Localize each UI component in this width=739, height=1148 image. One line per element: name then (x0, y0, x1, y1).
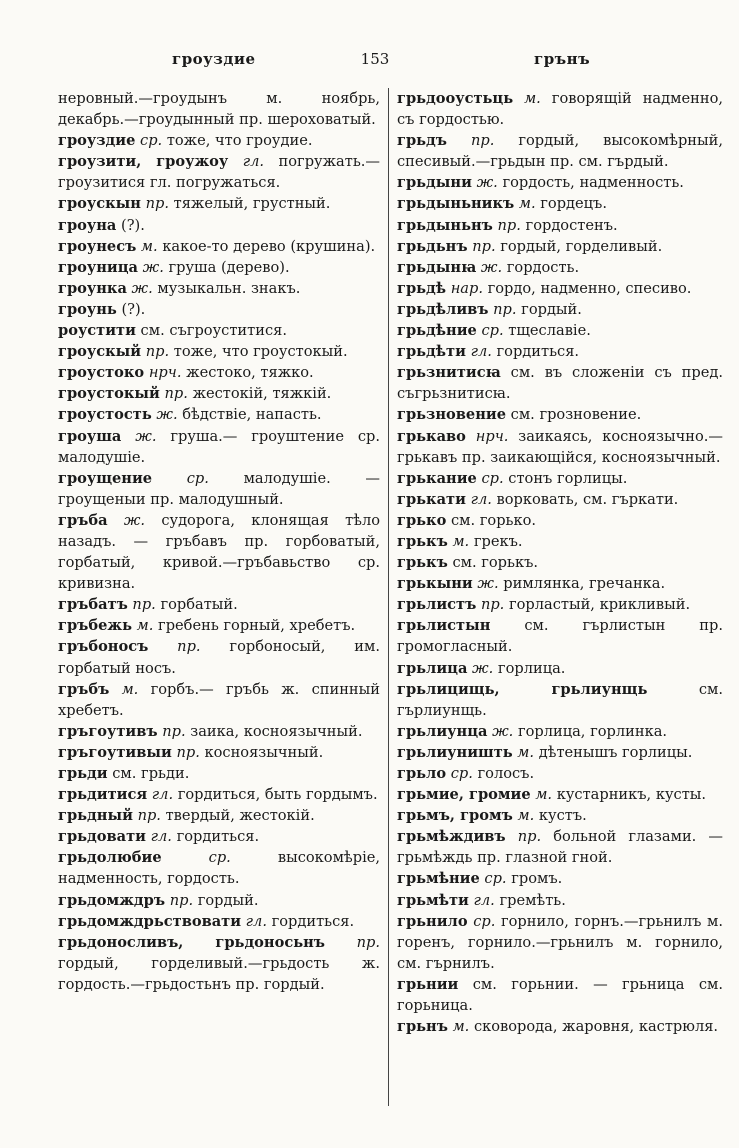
entry-definition: гордый. (197, 891, 259, 909)
entry-definition: грекъ. (473, 532, 523, 550)
entry-grammar: м. (535, 786, 553, 804)
entry-grammar: ж. (476, 174, 498, 192)
entry-definition: гордиться. (176, 828, 260, 846)
entry-grammar: пр. (470, 132, 495, 150)
entry-grammar: пр. (472, 237, 496, 255)
dictionary-entry (397, 974, 723, 1016)
entry-definition: горбоносый, им. горбатый носъ. (58, 638, 381, 677)
dictionary-entry (58, 594, 380, 615)
entry-definition: голосъ. (477, 765, 535, 782)
entry-definition: заикаясь, косноязычно.—грькавъ пр. заикающійся, косноязычный. (397, 427, 723, 466)
entry-grammar: ср. (208, 849, 231, 867)
entry-headword: грьдѣливъ (397, 300, 489, 318)
entry-grammar: нар. (450, 279, 483, 297)
dictionary-entry (58, 341, 380, 362)
entry-headword: грьмѣждивъ (397, 828, 506, 846)
entry-headword: гроущение (58, 469, 153, 487)
dictionary-entry (397, 278, 723, 299)
dictionary-entry (397, 721, 723, 742)
entry-definition: высокомѣріе, надменность, гордость. (58, 849, 381, 888)
entry-grammar: ж. (123, 511, 146, 529)
right-column (397, 88, 723, 1037)
dictionary-entry (397, 658, 723, 679)
entry-definition: груша.— гроуштение ср. малодушіе. (58, 427, 380, 466)
dictionary-entry (397, 426, 723, 468)
entry-grammar: гл. (150, 828, 172, 846)
dictionary-entry (58, 636, 380, 678)
entry-grammar: гл. (473, 891, 495, 909)
entry-headword: гроуна (58, 216, 117, 234)
entry-headword: грьдыни (397, 174, 472, 192)
entry-headword: грьдѣние (397, 322, 477, 340)
entry-headword: грькыни (397, 575, 473, 593)
entry-headword: гръбежь (58, 617, 133, 635)
entry-headword: грькаво (397, 427, 466, 445)
entry-grammar: ср. (186, 469, 209, 487)
dictionary-entry (58, 404, 380, 425)
dictionary-entry (397, 299, 723, 320)
entry-definition: больной глазами. — грьмѣждь пр. глазной гной. (397, 828, 723, 867)
entry-definition: музыкальн. знакъ. (157, 279, 301, 297)
entry-definition: тоже, что гроудие. (166, 132, 313, 150)
dictionary-entry (58, 847, 380, 889)
entry-headword: грько (397, 511, 447, 529)
entry-definition: бѣдствіе, напасть. (182, 406, 322, 424)
dictionary-entry (397, 763, 723, 784)
dictionary-entry (397, 257, 723, 278)
entry-definition: неровный.—гроудынъ м. ноябрь, декабрь.—гроудынный пр. шероховатый. (58, 90, 380, 129)
entry-definition: жестоко, тяжко. (186, 364, 314, 382)
dictionary-entry (58, 615, 380, 636)
entry-grammar: пр. (145, 343, 170, 361)
entry-headword: грьдолюбие (58, 849, 162, 867)
entry-grammar: ср. (473, 912, 496, 930)
entry-headword: гроунь (58, 300, 117, 318)
entry-definition: гордиться. (496, 343, 580, 361)
dictionary-entry (397, 784, 723, 805)
entry-headword: грьдомждрьствовати (58, 912, 242, 930)
entry-grammar: пр. (162, 722, 186, 740)
entry-headword: гроускын (58, 195, 141, 213)
entry-headword: грьмѣти (397, 891, 469, 909)
entry-definition: горластый, крикливый. (508, 596, 691, 614)
entry-headword: гръбоносъ (58, 638, 149, 656)
entry-headword: гроунка (58, 279, 127, 297)
left-column (58, 88, 380, 995)
entry-definition: говорящій надменно, съ гордостью. (397, 90, 723, 129)
entry-headword: гръбъ (58, 680, 110, 698)
entry-headword: грьмѣние (397, 870, 480, 888)
dictionary-entry (58, 299, 380, 320)
entry-headword: грьдьнъ (397, 237, 468, 255)
entry-definition: гордый, горделивый. (500, 237, 663, 255)
entry-definition: см. въ сложеніи съ пред. съгрьзнитисꙗ. (397, 364, 724, 403)
entry-definition: стонъ горлицы. (508, 469, 628, 487)
entry-grammar: ж. (156, 406, 178, 424)
dictionary-entry (397, 826, 723, 868)
entry-headword: грьлистъ (397, 596, 477, 614)
dictionary-entry (58, 278, 380, 299)
entry-grammar: пр. (176, 743, 200, 761)
entry-definition: гордость, надменность. (502, 174, 684, 192)
entry-definition: горбатый. (160, 596, 238, 614)
entry-definition: гребень горный, хребетъ. (158, 617, 356, 635)
entry-headword: грьдомждръ (58, 891, 166, 909)
entry-headword: грьдъ (397, 132, 447, 150)
dictionary-entry (58, 88, 380, 130)
header-right-word: грънъ (534, 50, 591, 68)
entry-grammar: пр. (177, 638, 201, 656)
entry-headword: грьдынꙗ (397, 258, 477, 276)
dictionary-entry (58, 468, 380, 510)
entry-grammar: м. (452, 1018, 470, 1036)
entry-definition: заика, косноязычный. (190, 722, 363, 740)
entry-headword: гроуша (58, 427, 122, 445)
entry-headword: грьлиунца (397, 722, 488, 740)
entry-grammar: ср. (484, 870, 507, 888)
entry-headword: грьдооустьць (397, 90, 514, 107)
entry-definition: см. гърлиунщь. (397, 680, 724, 719)
dictionary-entry (397, 573, 723, 594)
entry-grammar: гл. (151, 786, 174, 804)
entry-grammar: гл. (470, 490, 492, 508)
entry-definition: гордость. (506, 258, 580, 276)
entry-grammar: м. (518, 195, 536, 213)
entry-headword: гроузити, гроужоу (58, 153, 229, 171)
dictionary-entry (58, 826, 380, 847)
entry-headword: грьдный (58, 807, 133, 825)
entry-definition: дѣтенышъ горлицы. (538, 743, 693, 761)
entry-grammar: пр. (137, 807, 161, 825)
entry-definition: гремѣть. (499, 891, 566, 909)
dictionary-entry (397, 489, 723, 510)
entry-definition: тоже, что гроустокый. (173, 343, 348, 361)
dictionary-entry (397, 130, 723, 172)
dictionary-entry (397, 1016, 723, 1037)
entry-headword: грьнило (397, 912, 468, 930)
entry-definition: косноязычный. (204, 743, 324, 761)
dictionary-entry (58, 383, 380, 404)
dictionary-entry (58, 510, 380, 594)
entry-definition: тяжелый, грустный. (173, 195, 331, 213)
dictionary-entry (58, 236, 380, 257)
entry-headword: гроустость (58, 406, 152, 424)
dictionary-entry (58, 320, 380, 341)
dictionary-entry (397, 215, 723, 236)
dictionary-entry (58, 805, 380, 826)
dictionary-entry (58, 193, 380, 214)
entry-definition: тщеславіе. (508, 322, 591, 340)
dictionary-entry (397, 594, 723, 615)
dictionary-entry (58, 932, 380, 995)
dictionary-entry (397, 868, 723, 889)
dictionary-entry (397, 615, 723, 657)
entry-grammar: пр. (480, 596, 505, 614)
dictionary-entry (397, 531, 723, 552)
entry-headword: грьнъ (397, 1018, 448, 1036)
entry-headword: грьмъ, громъ (397, 807, 513, 825)
dictionary-entry (397, 341, 723, 362)
dictionary-entry (397, 911, 723, 974)
dictionary-entry (58, 721, 380, 742)
dictionary-entry (397, 679, 723, 721)
entry-headword: грьзновение (397, 406, 506, 424)
entry-grammar: пр. (493, 300, 517, 318)
entry-headword: грьлица (397, 659, 468, 677)
entry-headword: грьнии (397, 975, 459, 993)
entry-definition: гордый. (521, 300, 582, 318)
entry-headword: гръбатъ (58, 596, 128, 614)
entry-headword: грькати (397, 490, 466, 508)
entry-definition: ворковать, см. гъркати. (496, 490, 679, 508)
dictionary-entry (58, 257, 380, 278)
header-left-word: гроуздие (172, 50, 256, 68)
entry-grammar: пр. (356, 933, 380, 951)
entry-grammar: ж. (472, 659, 494, 677)
column-divider (388, 88, 389, 1106)
dictionary-entry (397, 320, 723, 341)
dictionary-entry (58, 890, 380, 911)
entry-headword: гръгоутивыи (58, 743, 172, 761)
entry-headword: грьдѣ (397, 279, 447, 297)
entry-definition: судорога, клонящая тѣло назадъ. — гръбавъ пр. горбоватый, горбатый, кривой.—гръбавьство ср. кривизна. (58, 511, 380, 593)
entry-grammar: пр. (164, 385, 188, 403)
entry-grammar: ж. (477, 575, 499, 593)
entry-definition: см. съгроуститися. (140, 322, 287, 340)
entry-definition: горнило, горнъ.—грьнилъ м. горенъ, горнило.—грьнилъ м. горнило, см. гърнилъ. (397, 912, 723, 972)
entry-headword: гроускый (58, 343, 142, 361)
entry-grammar: гл. (470, 343, 492, 361)
entry-definition: (?). (121, 300, 146, 318)
dictionary-entry (58, 742, 380, 763)
entry-definition: см. горько. (450, 511, 537, 529)
entry-grammar: м. (524, 90, 541, 107)
entry-headword: грькъ (397, 532, 448, 550)
entry-headword: грьлиуништь (397, 743, 513, 761)
entry-definition: жестокій, тяжкій. (192, 385, 332, 403)
dictionary-entry (58, 362, 380, 383)
entry-grammar: м. (517, 743, 535, 761)
entry-definition: гордостенъ. (525, 216, 618, 234)
entry-headword: гроуница (58, 258, 138, 276)
entry-headword: грьдыньникъ (397, 195, 515, 213)
dictionary-entry (58, 151, 380, 193)
entry-definition: погружать.—гроузитися гл. погружаться. (58, 153, 381, 192)
entry-definition: гордиться, быть гордымъ. (177, 786, 378, 804)
entry-definition: твердый, жестокій. (165, 807, 315, 825)
entry-grammar: м. (121, 680, 139, 698)
entry-headword: грьлицищь, грьлиунщь (397, 680, 648, 698)
dictionary-entry (58, 426, 380, 468)
entry-definition: кустъ. (538, 807, 587, 825)
entry-definition: громъ. (511, 870, 563, 888)
dictionary-entry (397, 468, 723, 489)
entry-definition: см. гърлистын пр. громогласный. (397, 617, 723, 656)
entry-grammar: м. (136, 617, 154, 635)
entry-grammar: пр. (145, 195, 169, 213)
dictionary-entry (58, 911, 380, 932)
entry-grammar: м. (517, 807, 535, 825)
dictionary-entry (58, 130, 380, 151)
dictionary-entry (58, 763, 380, 784)
entry-grammar: ср. (450, 765, 473, 782)
entry-definition: см. горькъ. (452, 554, 539, 572)
entry-grammar: ср. (140, 132, 163, 150)
entry-headword: гроунесъ (58, 237, 137, 255)
entry-definition: горбъ.— гръбь ж. спинный хребетъ. (58, 680, 380, 719)
entry-grammar: ср. (481, 469, 504, 487)
entry-definition: какое-то дерево (крушина). (162, 237, 376, 255)
entry-headword: грьзнитисꙗ (397, 364, 501, 382)
entry-headword: грькъ (397, 554, 448, 572)
entry-headword: грьло (397, 765, 447, 782)
dictionary-entry (397, 404, 723, 425)
entry-headword: грьдовати (58, 828, 146, 846)
entry-grammar: ж. (142, 258, 164, 276)
entry-headword: грьдѣти (397, 343, 466, 361)
entry-headword: гръгоутивъ (58, 722, 158, 740)
entry-headword: роустити (58, 322, 136, 340)
entry-definition: см. грозновение. (510, 406, 642, 424)
entry-grammar: м. (140, 237, 158, 255)
entry-grammar: пр. (517, 828, 542, 846)
entry-definition: гордецъ. (540, 195, 607, 213)
entry-grammar: гл. (242, 153, 265, 171)
entry-headword: грьдоносливъ, грьдоносьнъ (58, 933, 325, 951)
entry-headword: грьдыньнъ (397, 216, 493, 234)
dictionary-entry (397, 510, 723, 531)
dictionary-entry (397, 552, 723, 573)
dictionary-entry (397, 805, 723, 826)
entry-definition: горлица. (497, 659, 566, 677)
entry-definition: см. горьнии. — грьница см. горьница. (397, 975, 723, 1015)
entry-definition: см. грьди. (112, 765, 190, 782)
dictionary-entry (397, 172, 723, 193)
page-number: 153 (360, 50, 390, 68)
entry-definition: кустарникъ, кусты. (556, 786, 707, 804)
entry-definition: (?). (121, 216, 145, 234)
entry-headword: гръба (58, 511, 108, 529)
dictionary-entry (397, 236, 723, 257)
entry-grammar: ж. (131, 279, 153, 297)
entry-grammar: ж. (492, 722, 514, 740)
entry-definition: малодушіе. — гроущеныи пр. малодушный. (58, 469, 380, 508)
dictionary-entry (58, 215, 380, 236)
entry-definition: гордый, горделивый.—грьдость ж. гордость.—грьдостьнъ пр. гордый. (58, 954, 380, 993)
dictionary-entry (397, 742, 723, 763)
entry-grammar: пр. (132, 596, 156, 614)
page-header (0, 50, 739, 74)
dictionary-entry (397, 362, 723, 404)
entry-headword: гроуздие (58, 132, 136, 150)
entry-headword: гроустоко (58, 364, 145, 382)
entry-grammar: ж. (480, 258, 503, 276)
entry-headword: грьлистын (397, 617, 491, 635)
entry-definition: гордый, высокомѣрный, спесивый.—грьдын пр. см. гърдый. (397, 132, 724, 171)
entry-headword: грькание (397, 469, 477, 487)
entry-definition: сковорода, жаровня, кастрюля. (473, 1018, 719, 1036)
entry-grammar: ж. (135, 427, 157, 445)
entry-grammar: ср. (481, 322, 504, 340)
entry-grammar: нрч. (475, 427, 509, 445)
entry-headword: грьди (58, 765, 108, 782)
dictionary-entry (397, 890, 723, 911)
entry-grammar: пр. (169, 891, 194, 909)
dictionary-entry (58, 784, 380, 805)
entry-grammar: пр. (497, 216, 521, 234)
entry-headword: гроустокый (58, 385, 160, 403)
entry-definition: гордо, надменно, спесиво. (487, 279, 692, 297)
entry-definition: горлица, горлинка. (517, 722, 668, 740)
dictionary-entry (397, 88, 723, 130)
entry-grammar: м. (452, 532, 470, 550)
entry-headword: грьмие, громие (397, 786, 531, 804)
entry-grammar: гл. (245, 912, 267, 930)
dictionary-entry (397, 193, 723, 214)
dictionary-entry (58, 679, 380, 721)
entry-definition: гордиться. (271, 912, 355, 930)
entry-definition: римлянка, гречанка. (503, 575, 666, 593)
entry-headword: грьдитися (58, 786, 148, 804)
entry-grammar: нрч. (148, 364, 182, 382)
entry-definition: груша (дерево). (168, 258, 290, 276)
